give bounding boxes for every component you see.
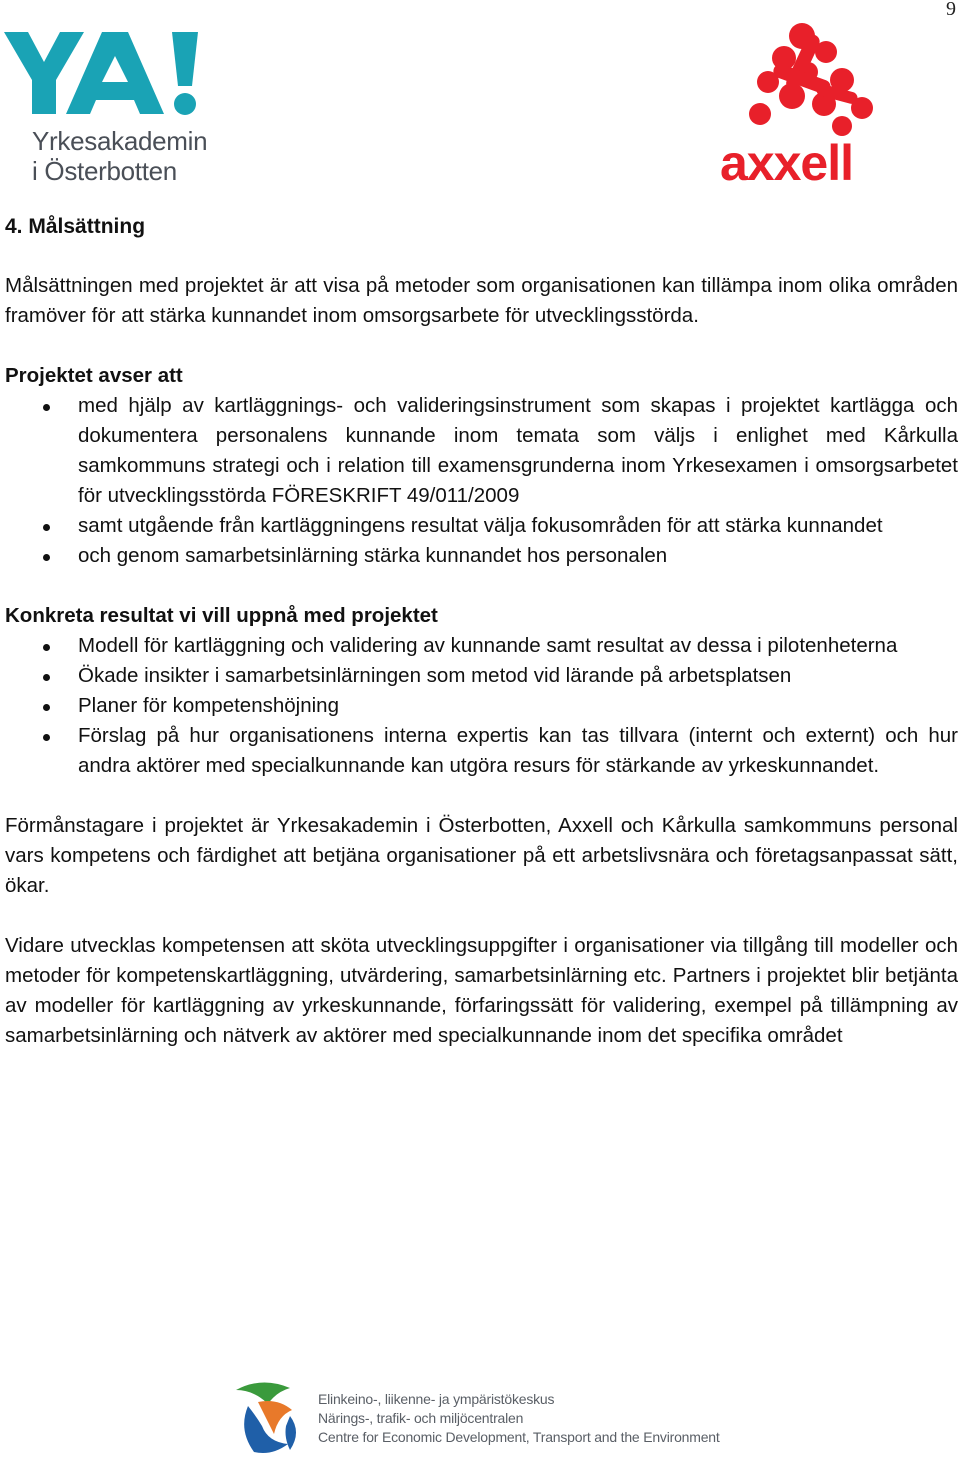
bullet-icon: [43, 704, 50, 711]
axxell-logo: [712, 22, 912, 187]
ya-logo-line2: i Österbotten: [32, 156, 177, 186]
list-item-text: Planer för kompetenshöjning: [78, 694, 339, 717]
axxell-logo-mark: [712, 22, 912, 187]
bullet-icon: [43, 554, 50, 561]
list-item-text: Förslag på hur organisationens interna expertis kan tas tillvara (internt och externt) och hur andra aktörer med specialkunnande kan utgöra resurs för stärkande av yrkeskunnandet.: [78, 724, 958, 777]
bullet-icon: [43, 644, 50, 651]
page-number: 9: [946, 0, 956, 20]
section-heading: 4. Målsättning: [5, 215, 146, 238]
intro-paragraph: Målsättningen med projektet är att visa på metoder som organisationen kan tillämpa inom olika områden framöver för att stärka kunnandet inom omsorgsarbete för utvecklingsstörda.: [5, 274, 958, 327]
results-list: [5, 631, 958, 781]
bullet-icon: [43, 734, 50, 741]
list-item-text: Modell för kartläggning och validering av kunnande samt resultat av dessa i pilotenheterna: [78, 634, 898, 657]
list-item-text: Ökade insikter i samarbetsinlärningen som metod vid lärande på arbetsplatsen: [78, 664, 792, 687]
axxell-wordmark: axxell: [720, 135, 854, 187]
yrkesakademin-logo: [4, 30, 208, 190]
ely-logo-line2: Närings-, trafik- och miljöcentralen: [318, 1410, 524, 1426]
aims-heading: Projektet avser att: [5, 364, 183, 387]
closing-paragraph: Vidare utvecklas kompetensen att sköta utvecklingsuppgifter i organisationer via tillgång till modeller och metoder för kompetenskartläggning, utvärdering, samarbetsinlärning etc. Partners i projektet blir betjänta av modeller för kartläggning av yrkeskunnande, förfaringssätt för validering, exempel på tillämpning av samarbetsinlärning och nätverk av aktörer med specialkunnande inom det specifika området: [5, 934, 958, 1047]
list-item: [5, 391, 958, 511]
bullet-icon: [43, 524, 50, 531]
beneficiaries-paragraph: Förmånstagare i projektet är Yrkesakademin i Österbotten, Axxell och Kårkulla samkommuns personal vars kompetens och färdighet att betjäna organisationer på ett arbetslivsnära och företagsanpassat sätt, ökar.: [5, 814, 958, 897]
ya-logo-line1: Yrkesakademin: [32, 126, 208, 156]
ely-logo-line3: Centre for Economic Development, Transport and the Environment: [318, 1429, 720, 1445]
bullet-icon: [43, 404, 50, 411]
list-item: [5, 721, 958, 781]
list-item: [5, 541, 958, 571]
list-item: [5, 691, 958, 721]
list-item-text: med hjälp av kartläggnings- och valideringsinstrument som skapas i projektet kartlägga och dokumentera personalens kunnande inom temata som väljs i enlighet med Kårkulla samkommuns strategi och i relation till examensgrunderna inom Yrkesexamen i omsorgsarbetet för utvecklingsstörda FÖRESKRIFT 49/011/2009: [78, 394, 958, 507]
list-item: [5, 511, 958, 541]
bullet-icon: [43, 674, 50, 681]
ely-logo-text: [318, 1390, 720, 1447]
ely-logo-line1: Elinkeino-, liikenne- ja ympäristökeskus: [318, 1391, 555, 1407]
ely-centre-logo: [228, 1376, 748, 1456]
list-item-text: samt utgående från kartläggningens resultat välja fokusområden för att stärka kunnandet: [78, 514, 883, 537]
ely-logo-mark: [228, 1376, 308, 1456]
list-item-text: och genom samarbetsinlärning stärka kunnandet hos personalen: [78, 544, 668, 567]
ya-logo-mark: [4, 30, 204, 120]
list-item: [5, 661, 958, 691]
list-item: [5, 631, 958, 661]
aims-list: [5, 391, 958, 571]
results-heading: Konkreta resultat vi vill uppnå med projektet: [5, 604, 438, 627]
section-content: [5, 212, 958, 1051]
